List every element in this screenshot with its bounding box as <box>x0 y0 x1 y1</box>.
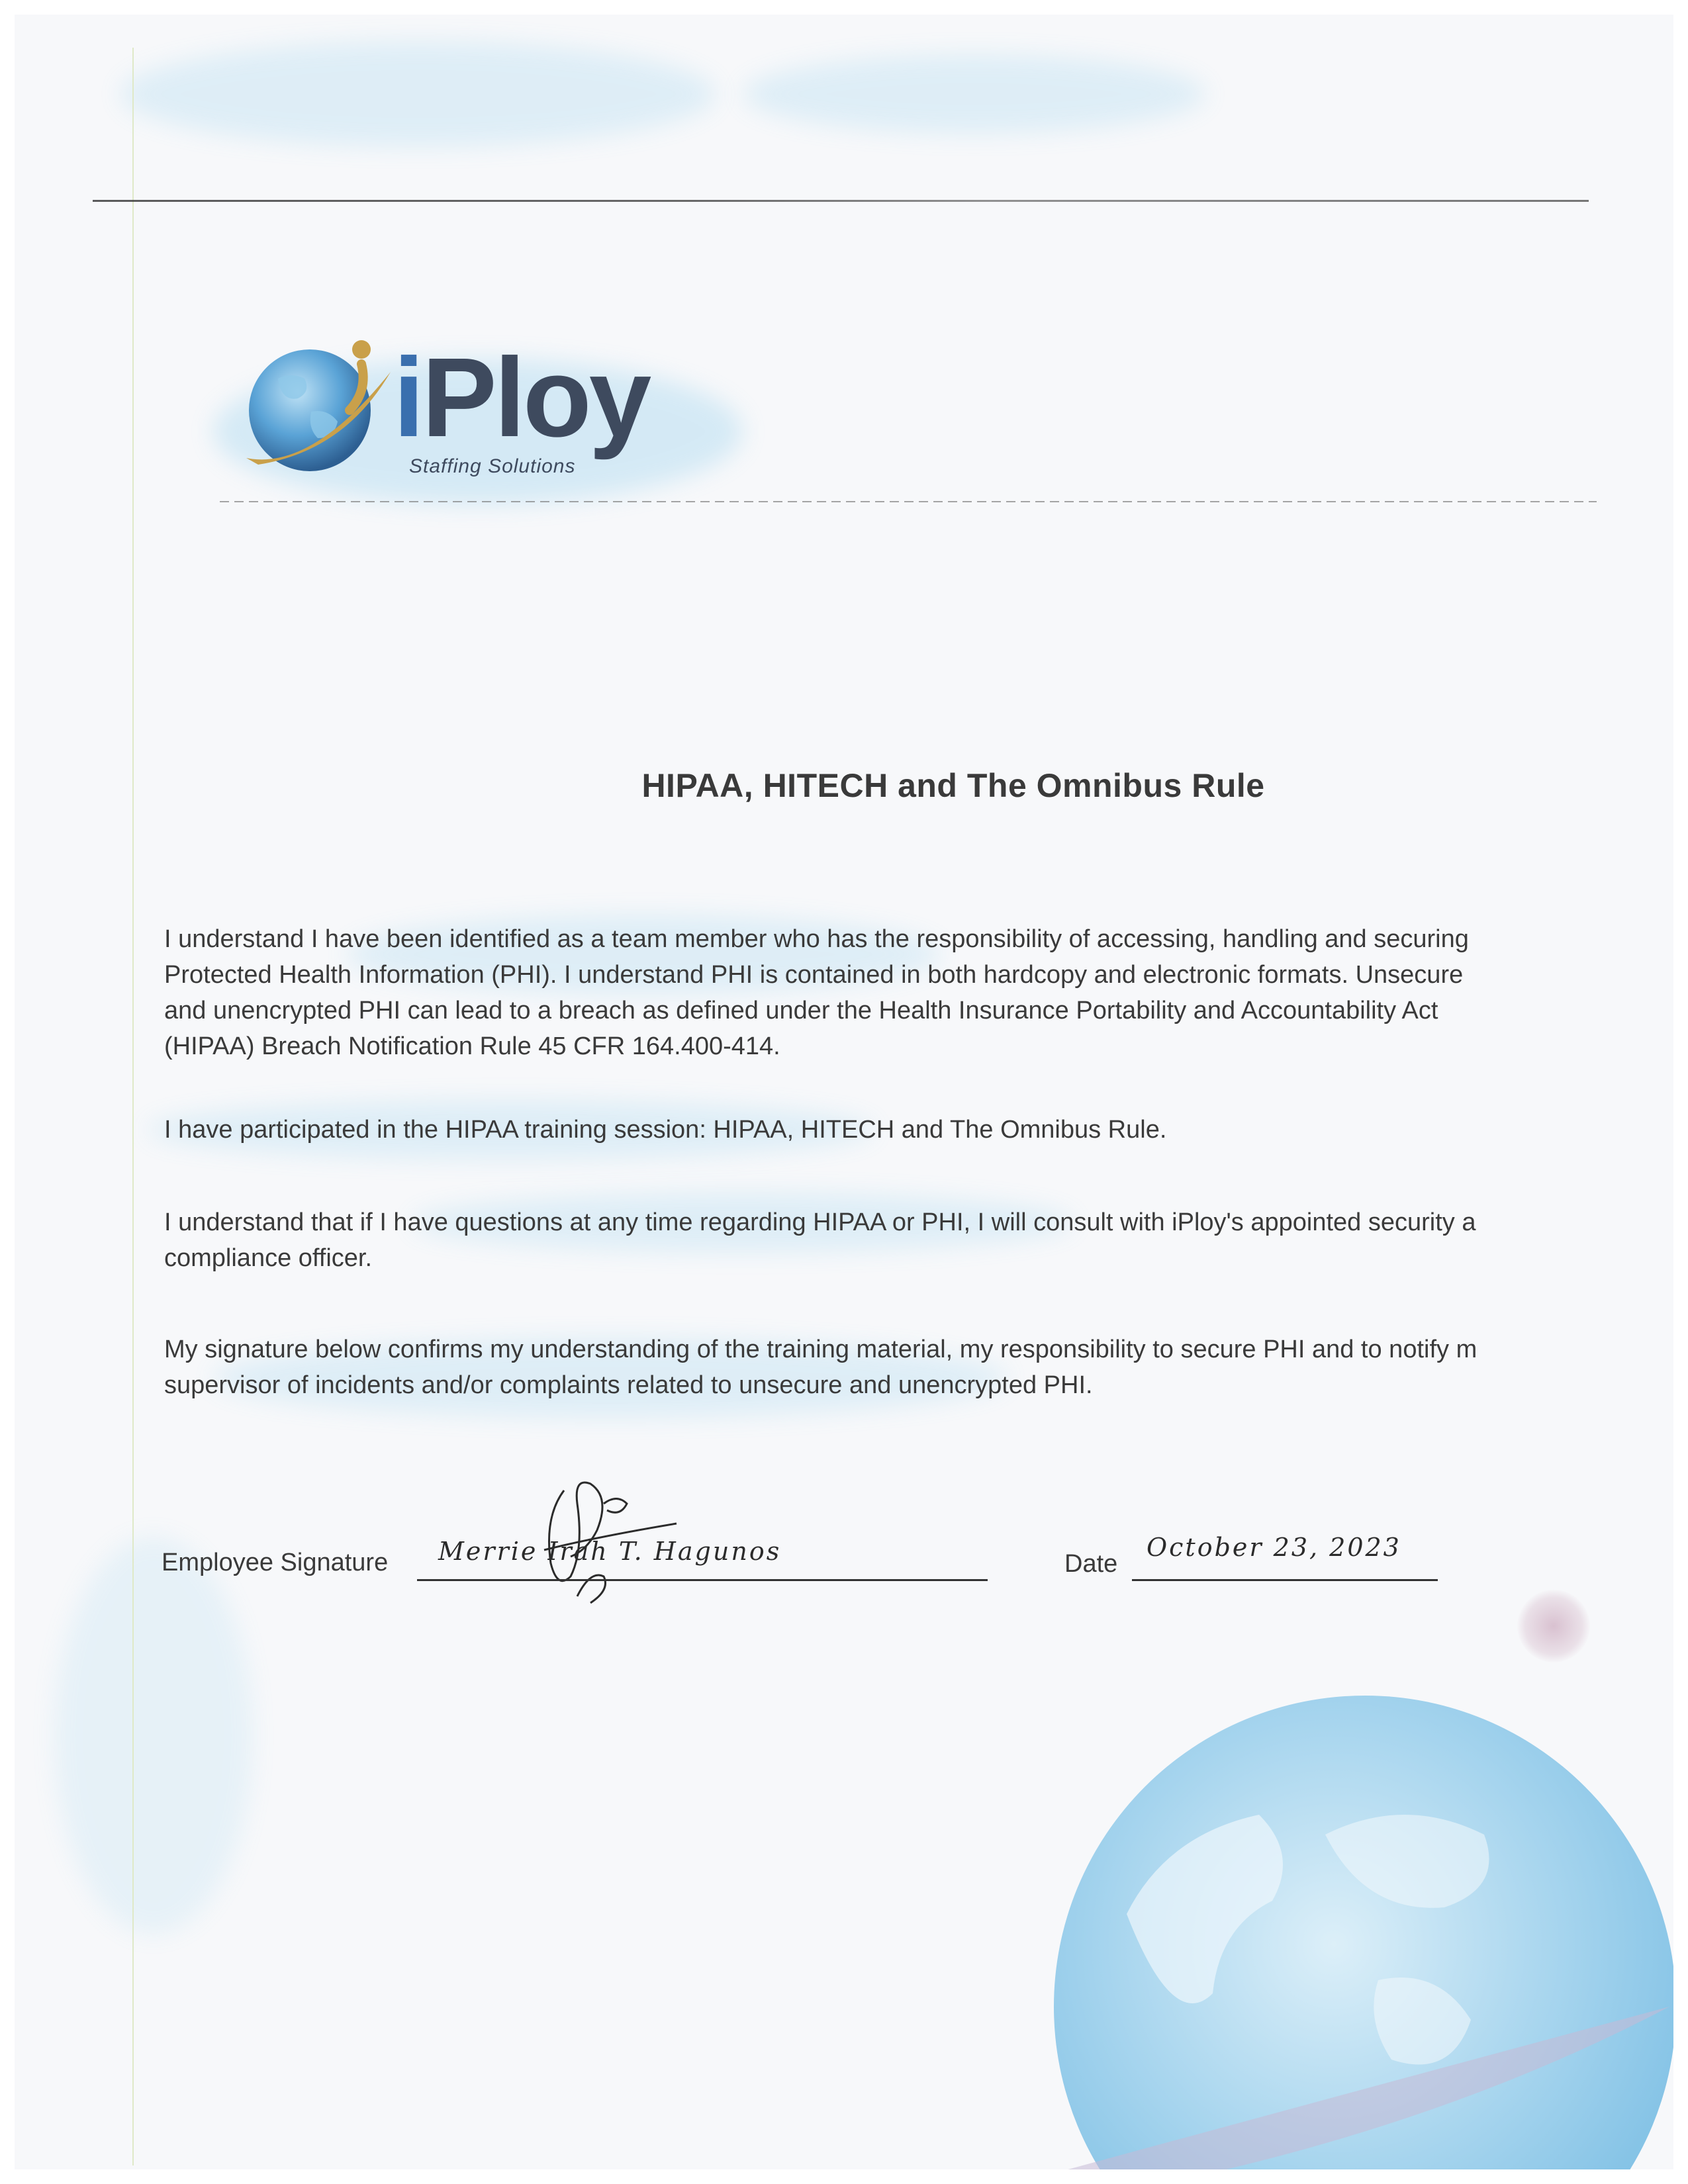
signature-block <box>15 1464 1673 1610</box>
paragraph-training-session <box>164 1112 1654 1148</box>
paragraph-phi-responsibility <box>164 921 1654 1064</box>
paragraph-line: Protected Health Information (PHI). I understand PHI is contained in both hardcopy and electronic formats. Unsecure <box>164 961 1464 989</box>
globe-watermark-icon <box>955 1636 1673 2169</box>
date-line <box>1132 1579 1438 1581</box>
document-page <box>15 15 1673 2169</box>
paragraph-line: supervisor of incidents and/or complaints related to unsecure and unencrypted PHI. <box>164 1371 1093 1399</box>
employee-signature-value: Merrie Irah T. Hagunos <box>438 1537 782 1566</box>
paragraph-line: (HIPAA) Breach Notification Rule 45 CFR 164.400-414. <box>164 1032 780 1060</box>
signature-line <box>417 1579 988 1581</box>
paragraph-line: I understand that if I have questions at any time regarding HIPAA or PHI, I will consult with iPloy's appointed security a <box>164 1208 1476 1236</box>
paragraph-line: compliance officer. <box>164 1244 373 1272</box>
employee-signature-label: Employee Signature <box>162 1549 389 1576</box>
logo-wordmark: iPloy <box>393 335 649 461</box>
paragraph-line: My signature below confirms my understanding of the training material, my responsibility to secure PHI and to notify m <box>164 1336 1477 1363</box>
paragraph-line: and unencrypted PHI can lead to a breach as defined under the Health Insurance Portability and Accountability Act <box>164 997 1438 1024</box>
page-margin-line <box>132 48 134 2165</box>
date-label: Date <box>1064 1550 1118 1578</box>
toner-smudge <box>743 54 1206 134</box>
paragraph-compliance-officer <box>164 1205 1654 1276</box>
logo-rule <box>220 501 1597 502</box>
document-title: HIPAA, HITECH and The Omnibus Rule <box>641 767 1265 804</box>
logo-tagline: Staffing Solutions <box>409 455 576 477</box>
globe-swoosh-icon <box>232 332 404 491</box>
paragraph-line: I have participated in the HIPAA training session: HIPAA, HITECH and The Omnibus Rule. <box>164 1116 1167 1144</box>
paragraph-signature-confirmation <box>164 1332 1654 1403</box>
company-logo <box>232 332 708 498</box>
date-value: October 23, 2023 <box>1147 1533 1401 1562</box>
header-rule <box>93 200 1589 202</box>
paragraph-line: I understand I have been identified as a team member who has the responsibility of accessing, handling and securing <box>164 925 1469 953</box>
toner-smudge <box>120 41 716 147</box>
